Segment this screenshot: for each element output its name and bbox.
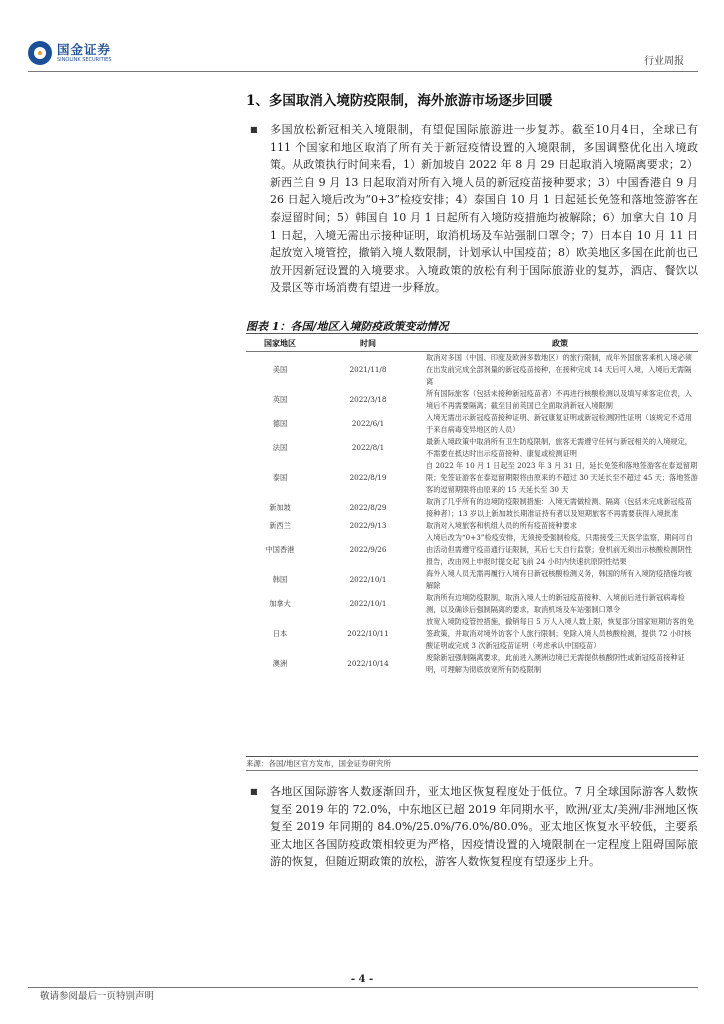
table-row [246, 532, 698, 568]
cell-policy: 所有国际旅客（包括未接种新冠疫苗者）不再进行核酸检测以及填写乘客定位表，入境后不再需要隔离；截至目前英国已全面取消新冠入境限制 [426, 389, 692, 410]
footer-disclaimer: 敬请参阅最后一页特别声明 [40, 991, 155, 1002]
table-bottom-rule [246, 756, 698, 757]
column-header-country: 国家地区 [264, 337, 296, 348]
bullet-icon: ■ [250, 125, 258, 134]
table-row [246, 352, 698, 389]
table-header-row [246, 335, 698, 352]
cell-country: 澳洲 [272, 659, 288, 668]
cell-date: 2022/3/18 [349, 395, 387, 404]
table-row [246, 496, 698, 520]
cell-date: 2022/9/13 [349, 521, 387, 530]
section-title: 1、多国取消入境防疫限制，海外旅游市场逐步回暖 [246, 93, 553, 109]
report-type: 行业周报 [644, 56, 684, 67]
cell-country: 美国 [272, 365, 288, 374]
table-row [246, 616, 698, 652]
bullet-icon: ■ [250, 787, 258, 796]
cell-date: 2022/9/26 [349, 545, 387, 554]
cell-country: 德国 [272, 419, 288, 428]
cell-date: 2022/8/1 [351, 443, 385, 452]
cell-country: 中国香港 [265, 545, 295, 554]
cell-date: 2022/10/1 [349, 599, 387, 608]
table-row [246, 520, 698, 532]
table-row [246, 460, 698, 496]
cell-country: 韩国 [272, 575, 288, 584]
cell-policy: 取消所有边境防疫限制，取消入境人士的新冠疫苗接种、入境前后进行新冠病毒检测，以及确诊后强制隔离的要求，取消机场及车站强制口罩令 [426, 593, 685, 614]
cell-country: 英国 [272, 395, 288, 404]
table-row [246, 436, 698, 460]
cell-policy: 取消对多国（中国、印度及欧洲多数地区）的旅行限制，成年外国旅客乘机入境必须在出发前完成全部剂量的新冠疫苗接种，在接种完成 14 天后可入境，入境后无需隔离 [426, 353, 692, 386]
logo-name-en: SINOLINK SECURITIES [57, 56, 112, 63]
cell-date: 2022/10/11 [347, 629, 389, 638]
table-row [246, 568, 698, 592]
cell-date: 2021/11/8 [349, 365, 387, 374]
cell-policy: 海外入境人员无需再履行入境有日新冠核酸检测义务，韩国的所有入境防疫措施均被解除 [426, 569, 692, 590]
logo-name-cn: 国金证券 [57, 41, 112, 57]
cell-policy: 自 2022 年 10 月 1 日起至 2023 年 3 月 31 日，延长免签和落地签游客在泰逗留期限；免签证游客在泰逗留期限将由原来的不超过 30 天延长至不超过 45 天；落地签游客的逗留期限将由原来的 15 天延长至 30 天 [426, 461, 698, 494]
cell-date: 2022/10/1 [349, 575, 387, 584]
policy-table [246, 335, 698, 676]
figure-bottom-rule [246, 770, 698, 771]
header-divider [28, 71, 698, 72]
cell-policy: 放宽入境防疫管控措施，撤销每日 5 万人入境人数上限，恢复部分国家短期访客的免签政策，并取消对境外访客个人旅行限制；免除入境人员核酸检测，提供 72 小时核酸证明或完成 3 次新冠疫苗证明（考虑承认中国疫苗） [426, 617, 694, 650]
cell-policy: 取消对入境旅客和机组人员的所有疫苗接种要求 [426, 521, 577, 530]
cell-policy: 入境无需出示新冠疫苗接种证明、新冠康复证明或新冠检测阴性证明（该规定不适用于来自病毒变异地区的人员） [426, 413, 692, 434]
table-row [246, 592, 698, 616]
table-row [246, 652, 698, 676]
company-logo [28, 40, 112, 66]
cell-date: 2022/6/1 [351, 419, 385, 428]
cell-country: 日本 [272, 629, 288, 638]
table-row [246, 388, 698, 412]
cell-policy: 最新入境政策中取消所有卫生防疫限制，旅客无需遵守任何与新冠相关的入境规定，不需要在抵达时出示疫苗接种、康复或检测证明 [426, 437, 692, 458]
cell-country: 泰国 [272, 473, 288, 482]
table-source-note: 来源：各国/地区官方发布，国金证券研究所 [246, 759, 392, 768]
cell-policy: 取消了几乎所有的边境防疫限制措施：入境无需做检测、隔离（包括未完成新冠疫苗接种者）；13 岁以上新加坡长期准证持有者以及短期旅客不再需要获得入境批准 [426, 497, 692, 518]
column-header-policy: 政策 [552, 337, 568, 348]
cell-country: 法国 [272, 443, 288, 452]
paragraph-tourist-recovery: 各地区国际游客人数逐渐回升，亚太地区恢复程度处于低位。7 月全球国际游客人数恢复至 2019 年的 72.0%，中东地区已超 2019 年同期水平，欧洲/亚太/美洲/非洲地区恢复至 2019 年同期的 84.0%/25.0%/76.0%/80.0%。亚太地区恢复水平较低，主要系亚太地区各国防疫政策相较更为严格，因疫情设置的入境限制在一定程度上阻碍国际旅游的恢复，但随近期政策的放松，游客人数恢复程度有望逐步上升。 [270, 785, 698, 869]
page-header [0, 0, 724, 80]
cell-policy: 入境后改为“0+3”检疫安排，无须接受强制检疫，只需接受三天医学监察，期间可自由活动但需遵守疫苗通行证限制，其后七天自行监察；登机前无须出示核酸检测阴性报告，改由网上申报时提交起飞前 24 小时内快速抗原阴性结果 [426, 533, 693, 566]
logo-icon [28, 41, 52, 65]
page-number: - 4 - [350, 974, 374, 985]
cell-country: 新加坡 [269, 503, 291, 512]
cell-policy: 废除新冠强制隔离要求，此前进入澳洲边境已无需提供核酸阴性或新冠疫苗接种证明，可理解为彻底放宽所有防疫限制 [426, 653, 685, 674]
figure-top-rule [246, 333, 698, 334]
cell-date: 2022/8/19 [349, 473, 387, 482]
paragraph-policy-overview: 多国放松新冠相关入境限制，有望促国际旅游进一步复苏。截至10月4日，全球已有 111 个国家和地区取消了所有关于新冠疫情设置的入境限制，多国调整优化出入境政策。从政策执行时间来看，1）新加坡自 2022 年 8 月 29 日起取消入境隔离要求；2）新西兰自 9 月 13 日起取消对所有入境人员的新冠疫苗接种要求；3）中国香港自 9 月 26 日起入境后改为“0+3”检疫安排；4）泰国自 10 月 1 日起延长免签和落地签游客在泰逗留时间；5）韩国自 10 月 1 日起所有入境防疫措施均被解除；6）加拿大自 10 月 1 日起，入境无需出示接种证明，取消机场及车站强制口罩令；7）日本自 10 月 11 日起放宽入境管控，撤销入境人数限制，计划承认中国疫苗；8）欧美地区多国在此前也已放开因新冠设置的入境要求。入境政策的放松有利于国际旅游业的复苏，酒店、餐饮以及景区等市场消费有望进一步释放。 [270, 123, 698, 295]
cell-country: 新西兰 [269, 521, 291, 530]
column-header-date: 时间 [360, 337, 376, 348]
cell-country: 加拿大 [269, 599, 291, 608]
cell-date: 2022/8/29 [349, 503, 387, 512]
cell-date: 2022/10/14 [347, 659, 389, 668]
figure-title: 图表 1：各国/地区入境防疫政策变动情况 [246, 320, 449, 333]
table-row [246, 412, 698, 436]
